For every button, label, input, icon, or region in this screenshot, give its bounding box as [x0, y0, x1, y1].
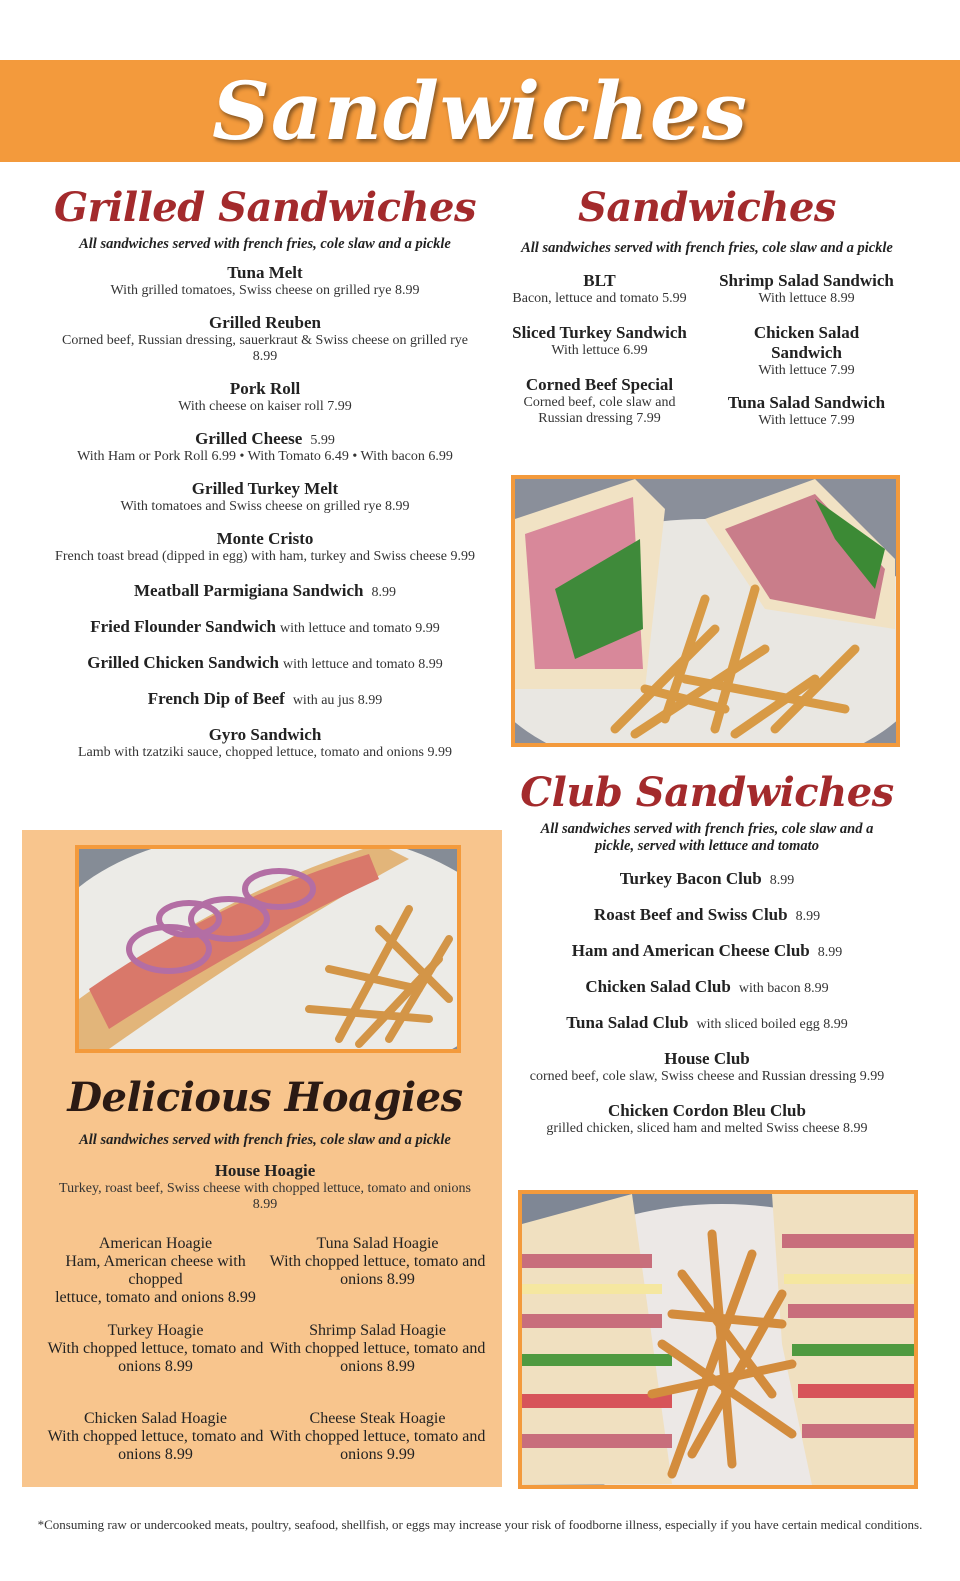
item-desc: with lettuce and tomato 8.99 — [282, 657, 443, 672]
item-desc: onions 8.99 — [118, 1446, 193, 1463]
menu-item — [492, 375, 707, 427]
menu-item — [492, 1013, 922, 1033]
menu-item — [699, 323, 914, 379]
item-desc: With chopped lettuce, tomato and — [47, 1340, 264, 1357]
menu-item — [50, 689, 480, 709]
menu-item — [50, 429, 480, 465]
hoagies-section — [50, 1068, 480, 1213]
item-desc: Russian dressing 7.99 — [538, 411, 661, 426]
item-desc: Corned beef, cole slaw and — [523, 395, 676, 410]
item-desc: With chopped lettuce, tomato and — [47, 1428, 264, 1445]
item-desc: Turkey, roast beef, Swiss cheese with chopped lettuce, tomato and onions 8.99 — [59, 1181, 471, 1212]
grilled-note: All sandwiches served with french fries, cole slaw and a pickle — [79, 236, 451, 252]
page-title: Sandwiches — [212, 64, 748, 158]
club-note-2: pickle, served with lettuce and tomato — [595, 838, 819, 854]
item-desc: With lettuce 7.99 — [758, 363, 855, 378]
item-name: Sliced Turkey Sandwich — [512, 323, 687, 342]
item-name: Turkey Bacon Club — [619, 869, 762, 888]
hoagie-photo — [75, 845, 461, 1053]
item-name: Tuna Salad Hoagie — [316, 1235, 439, 1252]
item-name: Sandwich — [771, 343, 842, 362]
item-desc: onions 9.99 — [340, 1446, 415, 1463]
item-desc: onions 8.99 — [340, 1358, 415, 1375]
footer-disclaimer: *Consuming raw or undercooked meats, poultry, seafood, shellfish, or eggs may increase your risk of foodborne illness, especially if you have certain medical conditions. — [37, 1517, 923, 1532]
item-desc: Ham, American cheese with chopped — [65, 1253, 246, 1288]
menu-item — [492, 271, 707, 307]
item-desc: With cheese on kaiser roll 7.99 — [178, 399, 352, 414]
item-name: Gyro Sandwich — [208, 725, 322, 744]
item-desc: Bacon, lettuce and tomato 5.99 — [512, 291, 687, 306]
sandwiches-note: All sandwiches served with french fries, cole slaw and a pickle — [521, 240, 893, 256]
item-desc: With chopped lettuce, tomato and — [269, 1340, 486, 1357]
menu-item — [50, 617, 480, 637]
item-desc: with lettuce and tomato 9.99 — [279, 621, 440, 636]
item-name: Shrimp Salad Hoagie — [309, 1322, 446, 1339]
menu-item — [699, 393, 914, 429]
item-price: 8.99 — [795, 909, 821, 924]
item-name: Corned Beef Special — [525, 375, 674, 394]
item-name: Grilled Chicken Sandwich — [87, 653, 279, 672]
item-name: Turkey Hoagie — [107, 1322, 204, 1339]
club-title: Club Sandwiches — [520, 769, 894, 816]
item-name: Tuna Melt — [227, 263, 303, 282]
sandwiches-title: Sandwiches — [578, 184, 836, 231]
menu-item — [50, 653, 480, 673]
club-sandwich-photo — [511, 475, 900, 747]
hoagies-title: Delicious Hoagies — [67, 1074, 463, 1121]
item-name: House Club — [664, 1049, 750, 1068]
menu-item — [50, 581, 480, 601]
item-desc: With chopped lettuce, tomato and — [269, 1428, 486, 1445]
hoagies-note: All sandwiches served with french fries, cole slaw and a pickle — [79, 1132, 451, 1148]
item-price: 8.99 — [769, 873, 795, 888]
item-name: Shrimp Salad Sandwich — [719, 271, 894, 290]
club-note: All sandwiches served with french fries, cole slaw and a — [540, 821, 874, 837]
item-desc: corned beef, cole slaw, Swiss cheese and Russian dressing 9.99 — [529, 1069, 885, 1084]
menu-item — [492, 905, 922, 925]
item-name: Cheese Steak Hoagie — [309, 1410, 446, 1427]
item-desc: grilled chicken, sliced ham and melted Swiss cheese 8.99 — [546, 1121, 868, 1136]
item-desc: onions 8.99 — [340, 1271, 415, 1288]
item-name: Fried Flounder Sandwich — [90, 617, 276, 636]
item-name: Meatball Parmigiana Sandwich — [133, 581, 364, 600]
menu-item — [50, 263, 480, 299]
item-desc: lettuce, tomato and onions 8.99 — [55, 1289, 256, 1306]
item-desc: With lettuce 6.99 — [551, 343, 648, 358]
menu-item — [50, 1161, 480, 1213]
menu-item — [265, 1322, 490, 1376]
menu-item — [43, 1235, 268, 1307]
menu-item — [50, 379, 480, 415]
club-section — [492, 765, 922, 1137]
item-desc: onions 8.99 — [118, 1358, 193, 1375]
item-desc: Corned beef, Russian dressing, sauerkraut & Swiss cheese on grilled rye 8.99 — [62, 333, 468, 364]
menu-item — [492, 323, 707, 359]
item-price: 8.99 — [371, 585, 396, 600]
header-banner — [0, 60, 960, 162]
menu-item — [492, 977, 922, 997]
sandwiches-left-list — [492, 271, 707, 427]
item-name: Monte Cristo — [216, 529, 314, 548]
club-platter-photo — [518, 1190, 918, 1489]
item-desc: with au jus 8.99 — [292, 693, 383, 708]
item-desc: With lettuce 8.99 — [758, 291, 855, 306]
item-name: Grilled Cheese — [195, 429, 303, 448]
item-desc: French toast bread (dipped in egg) with ham, turkey and Swiss cheese 9.99 — [55, 549, 475, 564]
menu-item — [43, 1322, 268, 1376]
menu-item — [50, 479, 480, 515]
item-desc: with sliced boiled egg 8.99 — [696, 1017, 848, 1032]
item-desc: With tomatoes and Swiss cheese on grilled rye 8.99 — [120, 499, 410, 514]
item-name: Roast Beef and Swiss Club — [593, 905, 788, 924]
menu-item — [43, 1410, 268, 1464]
menu-item — [492, 1101, 922, 1137]
item-name: Ham and American Cheese Club — [571, 941, 810, 960]
item-name: Chicken Salad Club — [585, 977, 731, 996]
item-name: Pork Roll — [229, 379, 301, 398]
item-name: Grilled Turkey Melt — [191, 479, 339, 498]
menu-item — [265, 1235, 490, 1289]
item-name: Tuna Salad Sandwich — [727, 393, 886, 412]
grilled-section — [50, 180, 480, 761]
item-name: Tuna Salad Club — [566, 1013, 689, 1032]
item-name: Grilled Reuben — [209, 313, 321, 332]
item-desc: With lettuce 7.99 — [758, 413, 855, 428]
menu-item — [492, 941, 922, 961]
menu-item — [50, 529, 480, 565]
item-name: Chicken Salad — [753, 323, 860, 342]
item-name: American Hoagie — [98, 1235, 213, 1252]
menu-item — [50, 725, 480, 761]
item-name: Chicken Cordon Bleu Club — [608, 1101, 806, 1120]
menu-item — [699, 271, 914, 307]
sandwiches-right-list — [699, 271, 914, 429]
menu-item — [50, 313, 480, 365]
item-desc: With chopped lettuce, tomato and — [269, 1253, 486, 1270]
item-name: Chicken Salad Hoagie — [83, 1410, 228, 1427]
item-desc: with bacon 8.99 — [738, 981, 829, 996]
item-desc: Lamb with tzatziki sauce, chopped lettuce, tomato and onions 9.99 — [77, 745, 452, 760]
item-desc: With grilled tomatoes, Swiss cheese on grilled rye 8.99 — [110, 283, 420, 298]
grilled-title: Grilled Sandwiches — [53, 184, 477, 231]
item-desc: With Ham or Pork Roll 6.99 • With Tomato 6.49 • With bacon 6.99 — [77, 449, 453, 464]
menu-item — [492, 869, 922, 889]
item-price: 8.99 — [817, 945, 843, 960]
menu-item — [265, 1410, 490, 1464]
sandwiches-section — [492, 180, 922, 447]
item-price: 5.99 — [310, 433, 335, 448]
item-name: French Dip of Beef — [147, 689, 285, 708]
menu-item — [492, 1049, 922, 1085]
item-name: House Hoagie — [214, 1161, 316, 1180]
item-name: BLT — [583, 271, 616, 290]
